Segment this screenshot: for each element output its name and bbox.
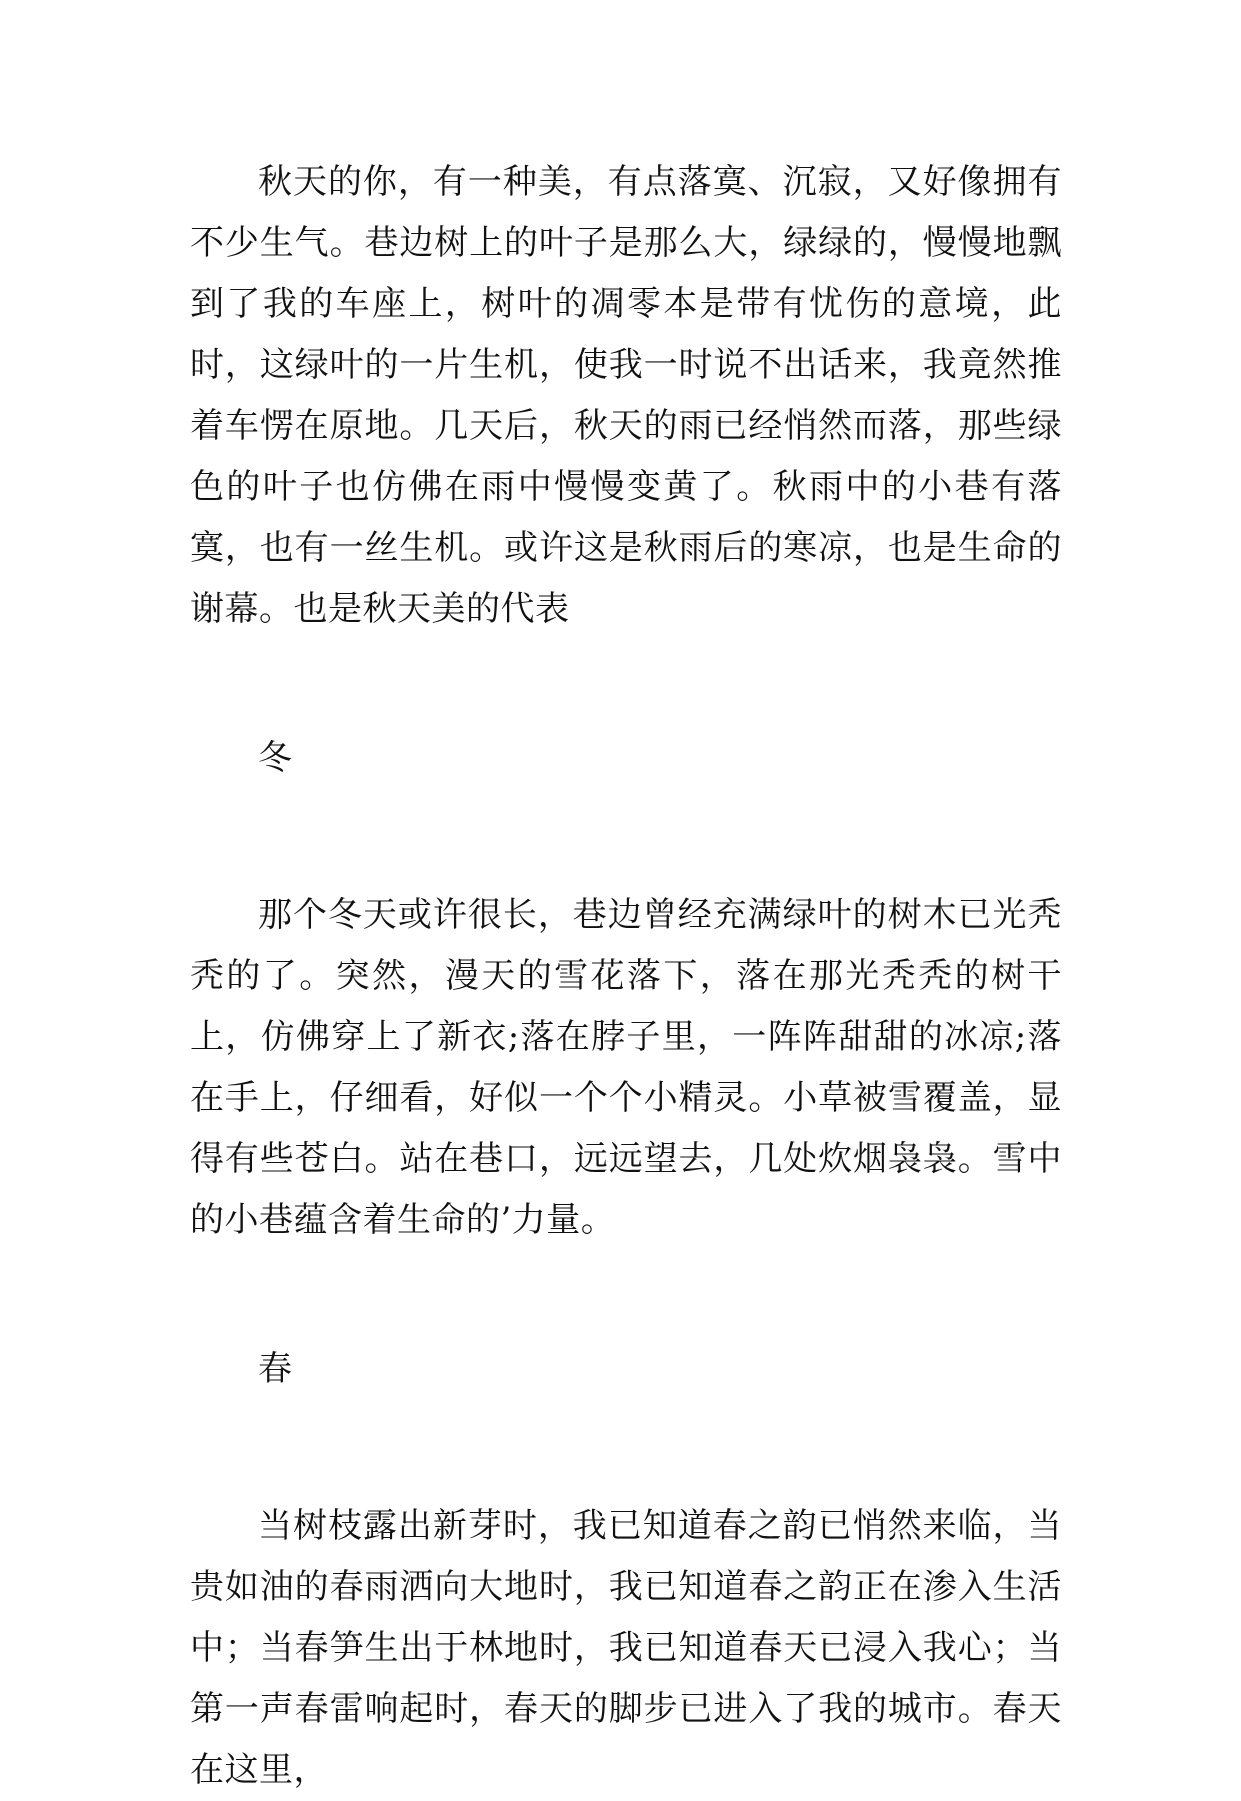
winter-paragraph: 那个冬天或许很长，巷边曾经充满绿叶的树木已光秃秃的了。突然，漫天的雪花落下，落在那光秃秃的树干上，仿佛穿上了新衣;落在脖子里，一阵阵甜甜的冰凉;落在手上，仔细看，好似一个个小精灵。小草被雪覆盖，显得有些苍白。站在巷口，远远望去，几处炊烟袅袅。雪中的小巷蕴含着生命的’力量。 xyxy=(190,895,1062,1240)
document-page xyxy=(190,152,1062,1801)
spring-paragraph: 当树枝露出新芽时，我已知道春之韵已悄然来临，当贵如油的春雨洒向大地时，我已知道春之韵正在渗入生活中；当春笋生出于林地时，我已知道春天已浸入我心；当第一声春雷响起时，春天的脚步已进入了我的城市。春天在这里， xyxy=(190,1506,1062,1790)
spacer xyxy=(190,640,1062,728)
spring-heading: 春 xyxy=(258,1349,292,1389)
spacer xyxy=(190,1400,1062,1496)
autumn-paragraph: 秋天的你，有一种美，有点落寞、沉寂，又好像拥有不少生气。巷边树上的叶子是那么大，绿绿的，慢慢地飘到了我的车座上，树叶的凋零本是带有忧伤的意境，此时，这绿叶的一片生机，使我一时说不出话来，我竟然推着车愣在原地。几天后，秋天的雨已经悄然而落，那些绿色的叶子也仿佛在雨中慢慢变黄了。秋雨中的小巷有落寞，也有一丝生机。或许这是秋雨后的寒凉，也是生命的谢幕。也是秋天美的代表 xyxy=(190,162,1062,629)
spacer xyxy=(190,1251,1062,1339)
winter-heading: 冬 xyxy=(258,738,292,778)
spacer xyxy=(190,789,1062,885)
